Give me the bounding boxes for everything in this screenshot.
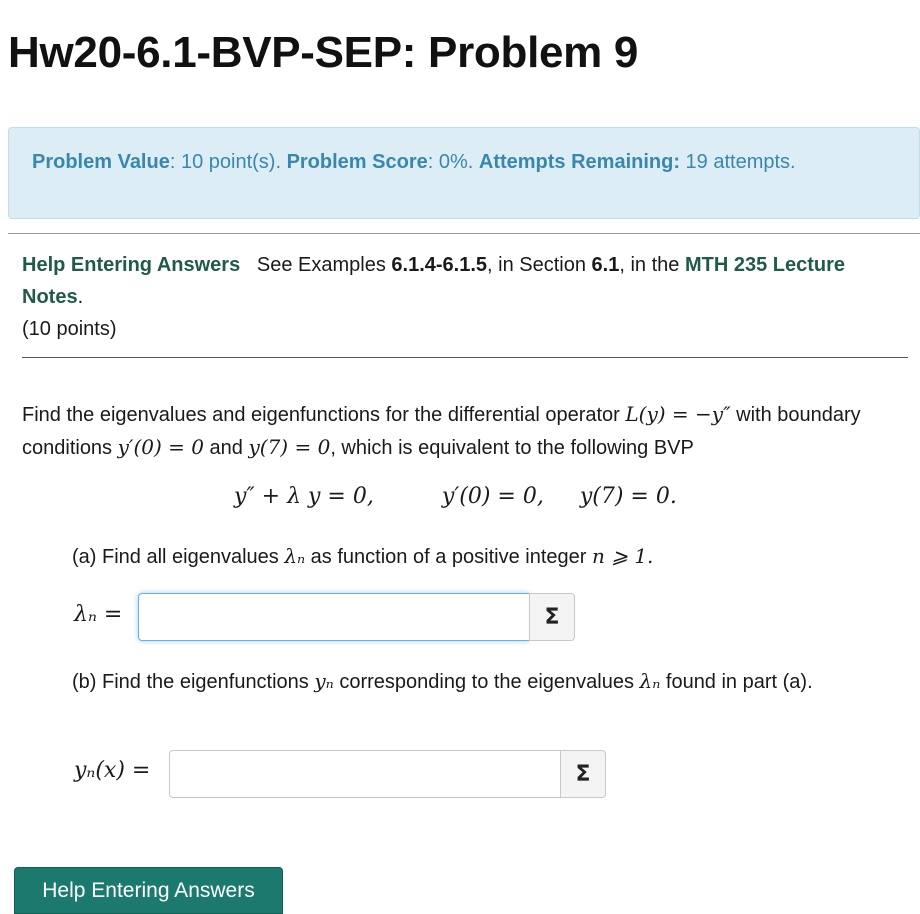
page-title: Hw20-6.1-BVP-SEP: Problem 9 (8, 28, 639, 77)
bc2-math: y(7) = 0 (248, 435, 331, 459)
answer-a-label: λₙ = (74, 602, 123, 627)
with-text: with boundary conditions (22, 404, 861, 459)
period-text: . (77, 286, 84, 308)
problem-statement (22, 398, 912, 464)
see-examples-text: See Examples (256, 254, 392, 276)
examples-ref: 6.1.4-6.1.5 (391, 254, 488, 276)
in-section-text: , in Section (487, 254, 592, 276)
equation-editor-b-button[interactable]: Σ (560, 750, 606, 798)
part-a-text-before: (a) Find all eigenvalues (72, 546, 285, 568)
help-entering-answers-link[interactable]: Help Entering Answers (22, 254, 241, 276)
points-text: (10 points) (22, 318, 117, 340)
lecture-notes-link[interactable]: MTH 235 Lecture Notes (22, 254, 846, 308)
problem-score-label: Problem Score (286, 151, 428, 173)
equation-editor-a-button[interactable]: Σ (529, 593, 575, 641)
answer-b-label: yₙ(x) = (74, 758, 151, 783)
bc2-equation: y(7) = 0. (579, 484, 677, 509)
problem-info-box (8, 127, 920, 219)
bvp-equation (234, 484, 677, 509)
and-text: and (204, 437, 249, 459)
ode-equation: y″ + λ y = 0, (234, 484, 374, 509)
part-a-text-after: as function of a positive integer (305, 546, 592, 568)
divider-bottom (22, 357, 908, 358)
section-ref: 6.1 (591, 254, 620, 276)
help-paragraph (22, 249, 902, 345)
part-b-text-after: found in part (a). (660, 671, 813, 693)
part-b-lambda: λₙ (639, 669, 661, 693)
help-entering-answers-button[interactable]: Help Entering Answers (14, 867, 283, 914)
answer-a-input[interactable] (138, 593, 529, 641)
problem-score-text: : 0%. (427, 151, 479, 173)
problem-intro: Find the eigenvalues and eigenfunctions for the differential operator (22, 404, 626, 426)
part-b-text-before: (b) Find the eigenfunctions (72, 671, 315, 693)
answer-b-input[interactable] (169, 750, 560, 798)
divider-top (8, 233, 920, 234)
part-b-y-n: yₙ (314, 669, 334, 693)
part-b-text-mid: corresponding to the eigenvalues (333, 671, 640, 693)
part-a-n-condition: n ⩾ 1. (591, 544, 654, 568)
problem-value-text: : 10 point(s). (169, 151, 287, 173)
answer-b-group (169, 750, 606, 798)
bc1-equation: y′(0) = 0, (441, 484, 544, 509)
bc1-math: y′(0) = 0 (117, 435, 204, 459)
in-the-text: , in the (619, 254, 685, 276)
attempts-remaining-label: Attempts Remaining: (478, 151, 680, 173)
problem-value-label: Problem Value (32, 151, 170, 173)
operator-math: L(y) = −y″ (625, 402, 731, 426)
attempts-remaining-text: 19 attempts. (680, 151, 796, 173)
tail-text: , which is equivalent to the following BVP (330, 437, 694, 459)
part-a-question (72, 540, 912, 573)
part-a-lambda: λₙ (284, 544, 306, 568)
part-b-question (72, 665, 882, 698)
answer-a-group (138, 593, 575, 641)
